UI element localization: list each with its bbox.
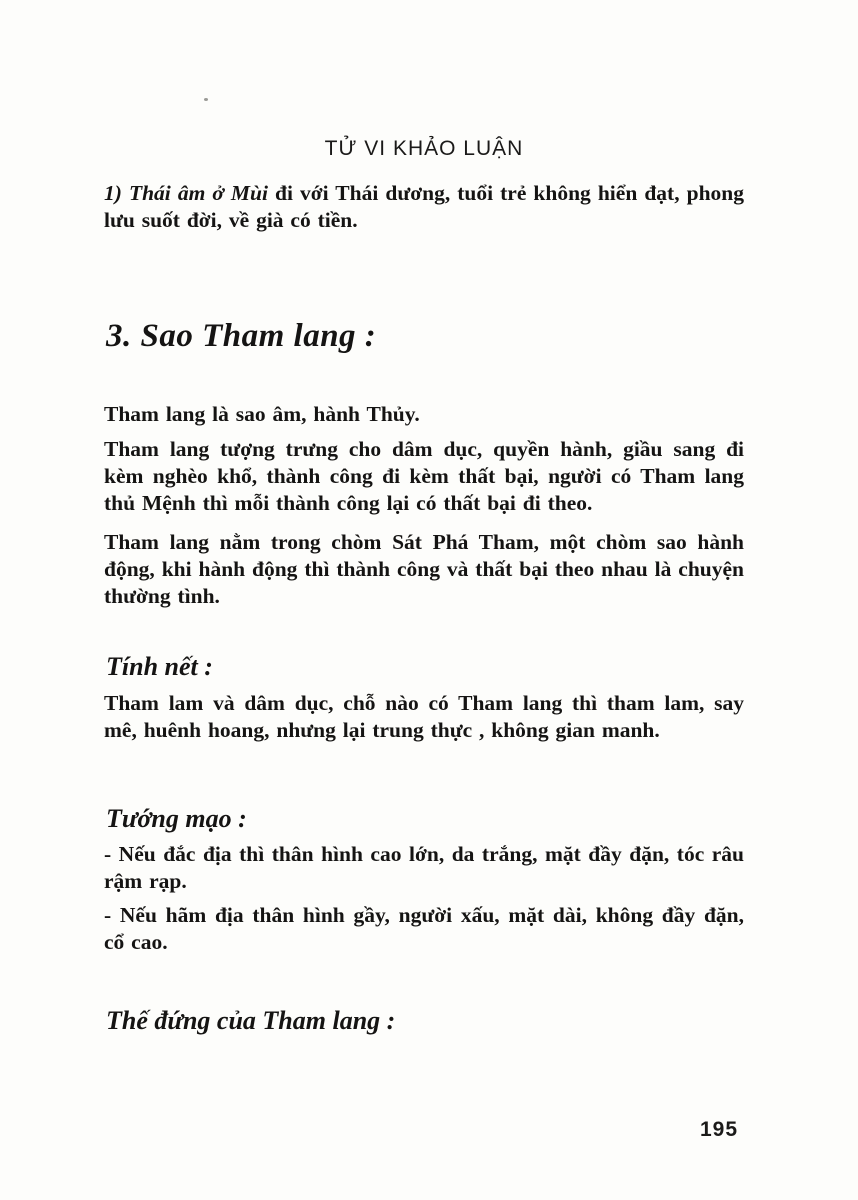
section-paragraph: - Nếu hãm địa thân hình gầy, người xấu, mặt dài, không đầy đặn, cổ cao. [104, 903, 744, 954]
page-number: 195 [700, 1118, 739, 1141]
section-paragraph: - Nếu đắc địa thì thân hình cao lớn, da trắng, mặt đầy đặn, tóc râu rậm rạp. [104, 842, 744, 893]
overview-paragraph: Tham lang là sao âm, hành Thủy. [104, 402, 420, 426]
section-paragraph: Tham lam và dâm dục, chỗ nào có Tham lang thì tham lam, say mê, huênh hoang, nhưng lại trung thực , không gian manh. [104, 691, 744, 742]
intro-lead-italic: 1) Thái âm ở Mùi [104, 181, 268, 205]
intro-paragraph [104, 180, 744, 234]
section-heading-tinh-net: Tính nết : [106, 652, 213, 681]
running-header: TỬ VI KHẢO LUẬN [324, 137, 524, 160]
intro-text: đi với Thái dương, tuổi trẻ không hiển đạt, phong lưu suốt đời, về già có tiền. [104, 181, 744, 232]
page-content [104, 0, 744, 1038]
overview-paragraph: Tham lang tượng trưng cho dâm dục, quyền hành, giầu sang đi kèm nghèo khổ, thành công đi kèm thất bại, người có Tham lang thủ Mệnh thì mỗi thành công lại có thất bại đi theo. [104, 437, 744, 515]
overview-paragraph: Tham lang nằm trong chòm Sát Phá Tham, một chòm sao hành động, khi hành động thì thành công và thất bại theo nhau là chuyện thường tình. [104, 530, 744, 608]
chapter-heading: 3. Sao Tham lang : [106, 318, 377, 354]
section-heading-the-dung: Thế đứng của Tham lang : [106, 1006, 396, 1035]
section-heading-tuong-mao: Tướng mạo : [106, 804, 247, 833]
